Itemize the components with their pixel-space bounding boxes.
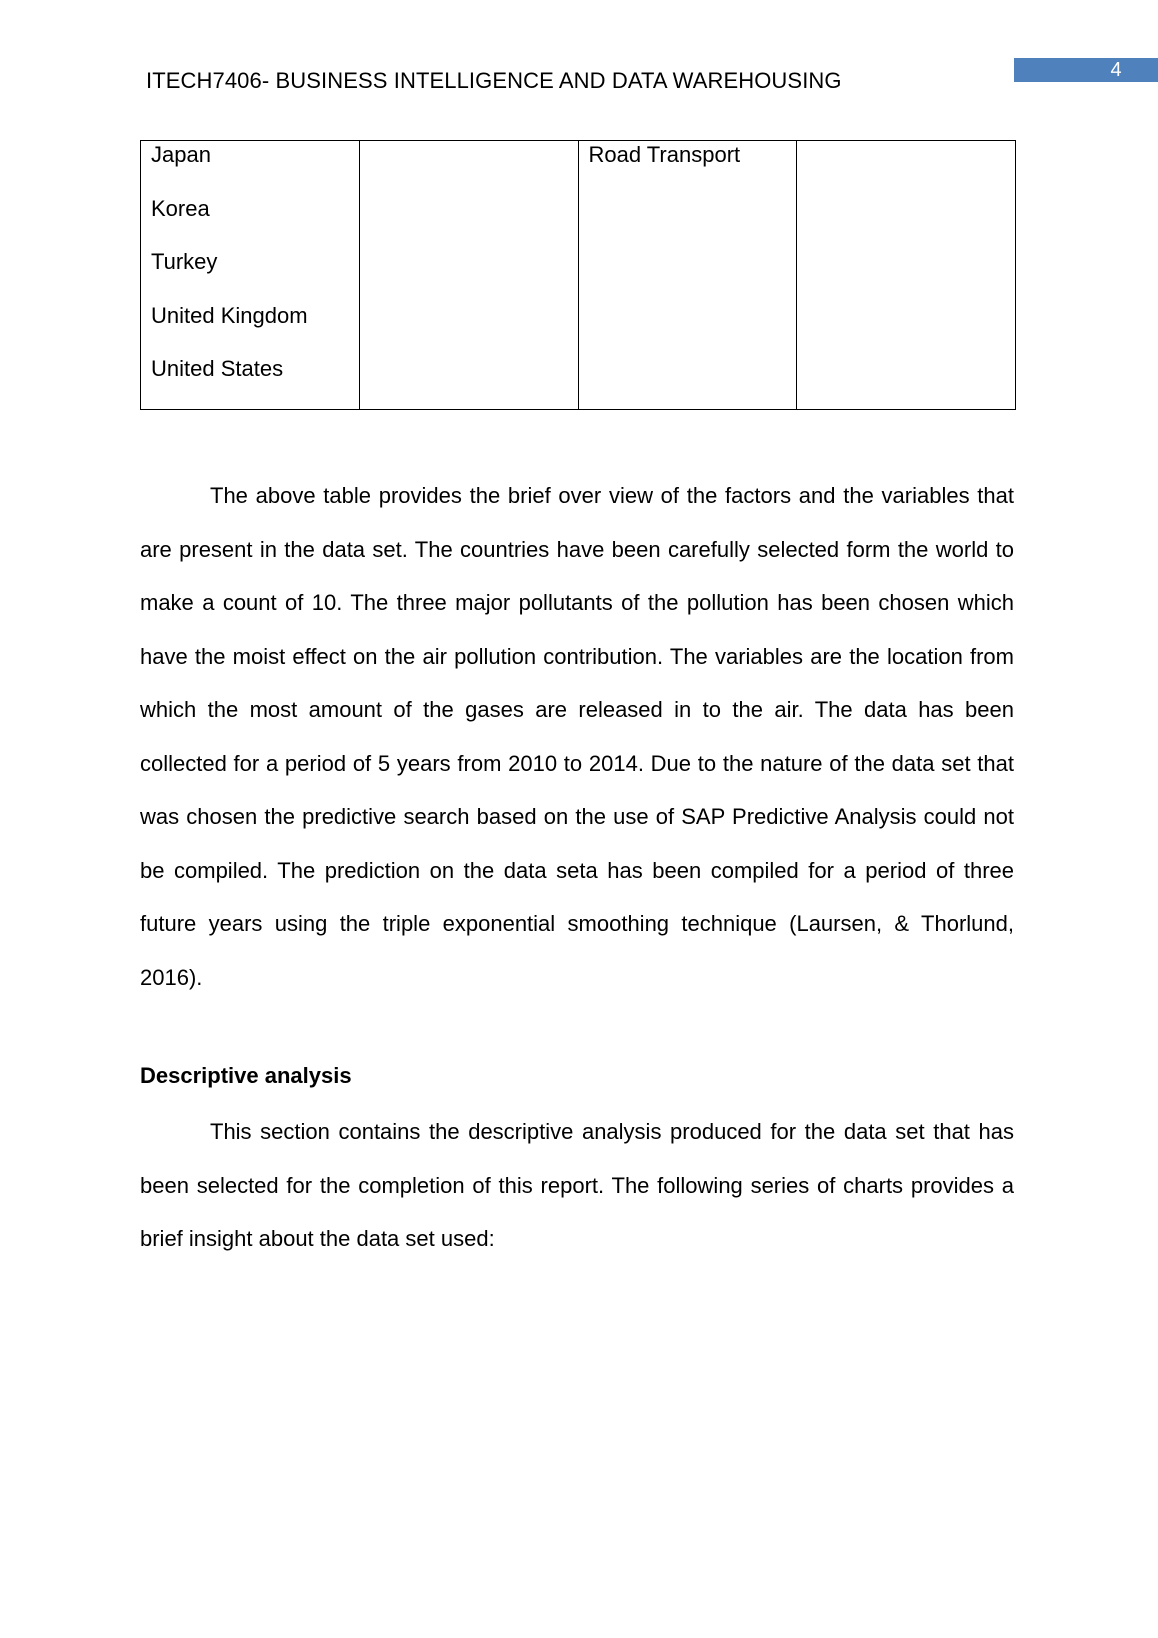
cell-text (807, 141, 1005, 195)
table-cell-variable (578, 141, 797, 410)
cell-text (370, 141, 568, 195)
country-item: Korea (151, 195, 210, 221)
body-paragraph-descriptive: This section contains the descriptive analysis produced for the data set that has been selected for the completion of this report. The following series of charts provides a brief insight about the data set used: (140, 1119, 1014, 1251)
factors-table (140, 140, 1016, 410)
country-item: United States (151, 356, 284, 381)
table-row (141, 141, 1016, 410)
body-paragraph-overview: The above table provides the brief over view of the factors and the variables that are present in the data set. The countries have been carefully selected form the world to make a count of 10. The three major pollutants of the pollution has been chosen which have the moist effect on the air pollution contribution. The variables are the location from which the most amount of the gases are released in to the air. The data has been collected for a period of 5 years from 2010 to 2014. Due to the nature of the data set that was chosen the predictive search based on the use of SAP Predictive Analysis could not be compiled. The prediction on the data seta has been compiled for a period of three future years using the triple exponential smoothing technique (Laursen, & Thorlund, 2016). (140, 483, 1014, 990)
table-cell-column2 (359, 141, 578, 410)
table-cell-countries (141, 141, 360, 410)
page-number: 4 (1110, 59, 1122, 81)
table-cell-column4 (797, 141, 1016, 410)
country-item: Japan (151, 142, 211, 167)
country-item: United Kingdom (151, 302, 308, 328)
section-heading-descriptive-analysis: Descriptive analysis (140, 1063, 352, 1088)
document-header-title: ITECH7406- BUSINESS INTELLIGENCE AND DATA WAREHOUSING (146, 68, 842, 93)
variable-road-transport: Road Transport (588, 142, 741, 167)
page-number-badge (1014, 58, 1158, 82)
country-item: Turkey (151, 249, 218, 274)
